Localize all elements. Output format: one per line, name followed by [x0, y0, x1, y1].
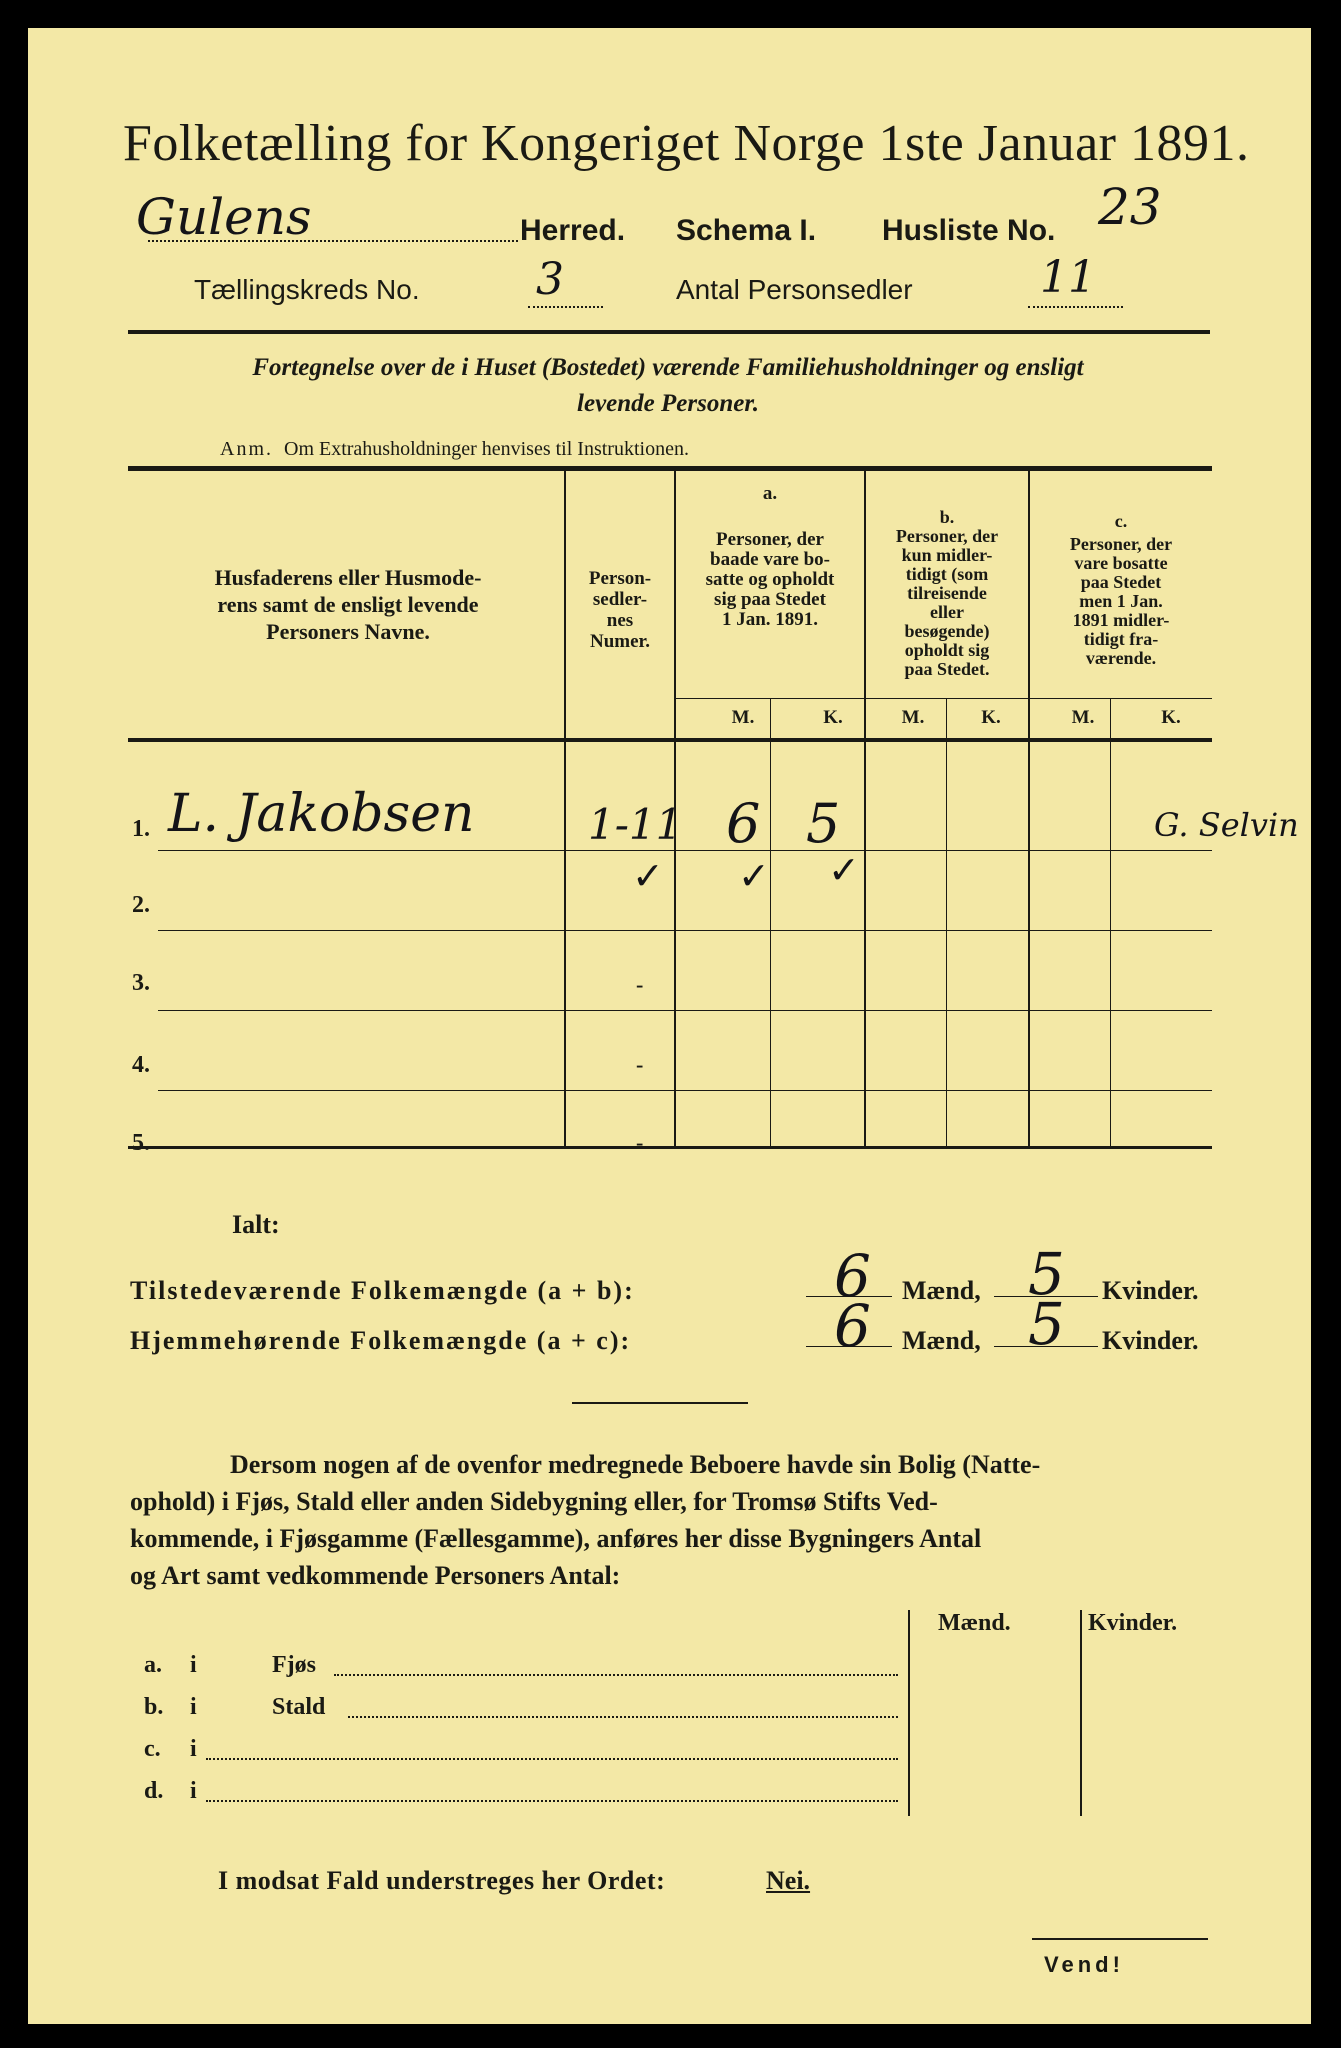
hjemme-maend-value: 6	[834, 1292, 871, 1360]
b-k-header: K.	[981, 707, 1001, 728]
section-separator	[572, 1402, 748, 1404]
col-c-header: c. Personer, der vare bosatte paa Stedet men 1 Jan. 1891 midler- tidigt fra- værende.	[1069, 511, 1173, 668]
tilstede-maend-word: Mænd,	[902, 1276, 981, 1305]
tilstede-kvinder-word: Kvinder.	[1102, 1276, 1199, 1305]
household-name: L. Jakobsen	[168, 784, 475, 844]
vend-rule	[1032, 1938, 1208, 1940]
c-k-header: K.	[1161, 707, 1181, 728]
a-m-header: M.	[731, 707, 755, 728]
outbuilding-dotted-line-d	[206, 1800, 898, 1802]
herred-label: Herred.	[520, 214, 626, 247]
check-mark: ✓	[828, 850, 860, 892]
outbuilding-dotted-line-b	[348, 1716, 898, 1718]
anm-label: Anm.	[220, 438, 273, 460]
outbuilding-letter-c: c.	[144, 1736, 161, 1762]
outbuilding-label-stald: Stald	[272, 1694, 326, 1720]
outbuildings-kvinder-header: Kvinder.	[1088, 1610, 1178, 1636]
anm-text: Om Extrahusholdninger henvises til Instruktionen.	[284, 438, 689, 460]
outbuilding-letter-b: b.	[144, 1694, 164, 1720]
c-m-header: M.	[1071, 707, 1095, 728]
col-b-header: b. Personer, der kun midler- tidigt (som tilreisende eller besøgende) opholdt sig paa Stedet.	[895, 507, 999, 679]
header-rule	[128, 330, 1210, 334]
outbuilding-prep-d: i	[190, 1778, 197, 1804]
nei-word: Nei.	[766, 1866, 811, 1895]
form-title: Folketælling for Kongeriget Norge 1ste Januar 1891.	[123, 115, 1250, 172]
husliste-label: Husliste No.	[882, 214, 1056, 247]
row-number: 5.	[132, 1130, 150, 1156]
outbuilding-prep-c: i	[190, 1736, 197, 1762]
a-maend-value: 6	[726, 792, 761, 855]
row-rule-1	[158, 850, 1212, 851]
check-mark: ✓	[738, 856, 770, 898]
hjemme-maend-word: Mænd,	[902, 1326, 981, 1355]
col-divider-name	[564, 468, 566, 1148]
person-numer: 1-11	[588, 800, 683, 849]
col-divider-b-mk	[946, 698, 947, 1148]
census-form-page	[28, 28, 1311, 2024]
outbuildings-maend-header: Mænd.	[938, 1610, 1011, 1636]
modsat-text: I modsat Fald understreges her Ordet:	[218, 1866, 666, 1895]
vend-text: Vend!	[1044, 1952, 1124, 1977]
c-kvinder-note: G. Selvin	[1154, 806, 1299, 844]
a-kvinder-value: 5	[806, 792, 841, 855]
antal-label: Antal Personsedler	[676, 274, 913, 305]
row-dash: -	[636, 972, 644, 997]
husliste-value: 23	[1098, 178, 1162, 236]
antal-dotted-line	[1028, 306, 1123, 308]
outbuildings-paragraph: Dersom nogen af de ovenfor medregnede Beboere havde sin Bolig (Natte- ophold) i Fjøs, Stald eller anden Sidebygning eller, for Tromsø Stifts Ved- kommende, i Fjøsgamme (Fællesgamme), anføres her disse Bygningers Antal og Art samt vedkommende Personers Antal:	[130, 1450, 1041, 1590]
outbuilding-letter-a: a.	[144, 1652, 162, 1678]
row-number: 3.	[132, 970, 150, 996]
outbuilding-label-fjos: Fjøs	[272, 1652, 316, 1678]
antal-value: 11	[1040, 252, 1096, 303]
tilstede-label: Tilstedeværende Folkemængde (a + b):	[130, 1276, 635, 1305]
row-number: 4.	[132, 1052, 150, 1078]
ialt-label: Ialt:	[232, 1210, 280, 1239]
row-dash: -	[636, 1052, 644, 1077]
table-header-bottom-rule	[128, 738, 1212, 742]
tilstede-maend-value: 6	[834, 1242, 871, 1310]
outbuilding-prep-b: i	[190, 1694, 197, 1720]
col-a-header: a. Personer, der baade vare bo- satte og opholdt sig paa Stedet 1 Jan. 1891.	[705, 483, 835, 630]
row-rule-2	[158, 930, 1212, 931]
row-rule-4	[158, 1090, 1212, 1091]
intro-heading-line2: levende Personer.	[577, 390, 759, 417]
table-top-rule	[128, 466, 1212, 471]
taellingskreds-label: Tællingskreds No.	[194, 274, 420, 305]
b-m-header: M.	[901, 707, 925, 728]
tilstede-kvinder-value: 5	[1028, 1240, 1065, 1308]
hjemme-label: Hjemmehørende Folkemængde (a + c):	[130, 1326, 632, 1355]
row-number: 1.	[132, 816, 150, 842]
outbuildings-divider-1	[908, 1610, 910, 1816]
herred-value: Gulens	[136, 188, 312, 246]
mk-subheader-rule	[674, 698, 1212, 699]
col-numer-header: Person- sedler- nes Numer.	[588, 568, 652, 652]
intro-heading-line1: Fortegnelse over de i Huset (Bostedet) værende Familiehusholdninger og ensligt	[252, 354, 1084, 381]
col-divider-a-mk	[770, 698, 771, 1148]
outbuildings-divider-2	[1080, 1610, 1082, 1816]
row-number: 2.	[132, 892, 150, 918]
col-name-header: Husfaderens eller Husmode- rens samt de ensligt levende Personers Navne.	[214, 565, 482, 644]
hjemme-kvinder-value: 5	[1028, 1290, 1065, 1358]
schema-label: Schema I.	[676, 214, 817, 247]
row-dash: -	[636, 1130, 644, 1155]
outbuilding-prep-a: i	[190, 1652, 197, 1678]
taellingskreds-value: 3	[536, 254, 564, 305]
taellingskreds-dotted-line	[528, 306, 603, 308]
table-bottom-rule	[128, 1146, 1212, 1149]
outbuilding-dotted-line-c	[206, 1758, 898, 1760]
row-rule-3	[158, 1010, 1212, 1011]
col-divider-c-mk	[1110, 698, 1111, 1148]
hjemme-kvinder-word: Kvinder.	[1102, 1326, 1199, 1355]
outbuilding-letter-d: d.	[144, 1778, 164, 1804]
a-k-header: K.	[823, 707, 843, 728]
check-mark: ✓	[632, 856, 664, 898]
outbuilding-dotted-line-a	[334, 1674, 898, 1676]
herred-dotted-line	[148, 240, 518, 242]
